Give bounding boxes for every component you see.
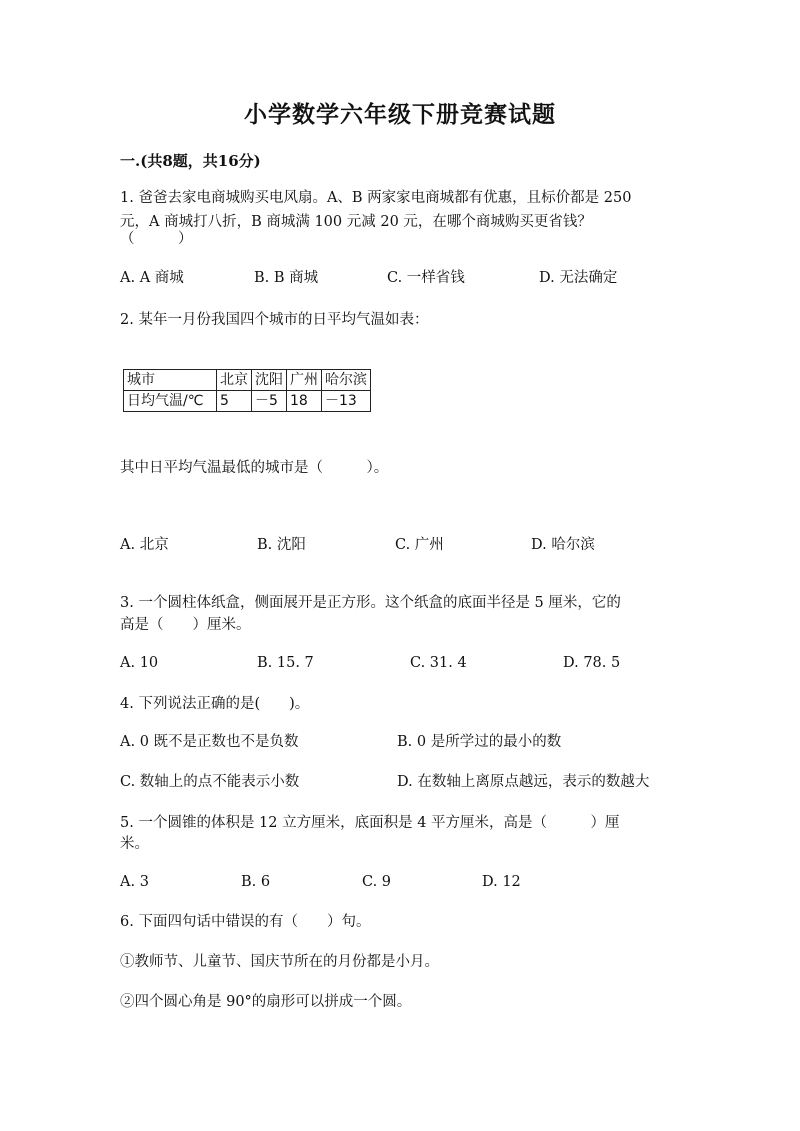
question-4-option-d[interactable]: D. 在数轴上离原点越远，表示的数越大	[397, 774, 650, 790]
question-5-option-d[interactable]: D. 12	[482, 874, 521, 890]
table-cell: －5	[252, 391, 287, 412]
table-row	[124, 391, 371, 412]
page-title: 小学数学六年级下册竞赛试题	[244, 101, 556, 128]
question-2-option-d[interactable]: D. 哈尔滨	[531, 537, 595, 553]
temperature-table	[123, 369, 371, 412]
question-1-option-c[interactable]: C. 一样省钱	[387, 270, 465, 286]
table-cell: 北京	[217, 370, 252, 391]
table-cell: 哈尔滨	[322, 370, 371, 391]
question-5-option-c[interactable]: C. 9	[362, 874, 392, 890]
table-cell: 18	[287, 391, 322, 412]
question-1-line-1: 1. 爸爸去家电商城购买电风扇。A、B 两家家电商城都有优惠，且标价都是 250	[120, 190, 632, 206]
table-cell: 5	[217, 391, 252, 412]
question-1-line-3: （ ）	[120, 231, 193, 247]
question-2-option-a[interactable]: A. 北京	[120, 537, 169, 553]
question-5-line-2: 米。	[120, 836, 149, 852]
table-cell: 日均气温/℃	[124, 391, 217, 412]
question-4-option-c[interactable]: C. 数轴上的点不能表示小数	[120, 774, 300, 790]
question-2-line-1: 2. 某年一月份我国四个城市的日平均气温如表：	[120, 312, 429, 328]
question-4-option-a[interactable]: A. 0 既不是正数也不是负数	[120, 734, 299, 750]
question-1-option-a[interactable]: A. A 商城	[120, 270, 184, 286]
question-1-option-d[interactable]: D. 无法确定	[539, 270, 618, 286]
table-cell: 城市	[124, 370, 217, 391]
question-3-line-1: 3. 一个圆柱体纸盒，侧面展开是正方形。这个纸盒的底面半径是 5 厘米，它的	[120, 595, 621, 611]
question-6-line-1: 6. 下面四句话中错误的有（ ）句。	[120, 914, 371, 930]
question-3-option-a[interactable]: A. 10	[120, 655, 159, 671]
question-5-option-a[interactable]: A. 3	[120, 874, 149, 890]
question-4-line-1: 4. 下列说法正确的是( )。	[120, 696, 310, 712]
question-3-line-2: 高是（ ）厘米。	[120, 617, 251, 633]
question-4-option-b[interactable]: B. 0 是所学过的最小的数	[397, 734, 562, 750]
question-3-option-c[interactable]: C. 31. 4	[410, 655, 467, 671]
question-5-option-b[interactable]: B. 6	[241, 874, 271, 890]
table-cell: －13	[322, 391, 371, 412]
table-header-row	[124, 370, 371, 391]
section-heading: 一.(共8题，共16分)	[120, 152, 261, 170]
question-2-option-c[interactable]: C. 广州	[395, 537, 444, 553]
question-1-option-b[interactable]: B. B 商城	[254, 270, 319, 286]
question-1-line-2: 元，A 商城打八折，B 商城满 100 元减 20 元，在哪个商城购买更省钱？	[120, 214, 592, 230]
table-cell: 广州	[287, 370, 322, 391]
question-6-statement-1: ①教师节、儿童节、国庆节所在的月份都是小月。	[120, 954, 439, 970]
question-2-option-b[interactable]: B. 沈阳	[257, 537, 306, 553]
question-6-statement-2: ②四个圆心角是 90°的扇形可以拼成一个圆。	[120, 994, 412, 1010]
question-3-option-d[interactable]: D. 78. 5	[563, 655, 621, 671]
question-2-follow-up: 其中日平均气温最低的城市是（ ）。	[120, 460, 389, 476]
table-cell: 沈阳	[252, 370, 287, 391]
question-3-option-b[interactable]: B. 15. 7	[257, 655, 314, 671]
question-5-line-1: 5. 一个圆锥的体积是 12 立方厘米，底面积是 4 平方厘米，高是（ ）厘	[120, 815, 620, 831]
